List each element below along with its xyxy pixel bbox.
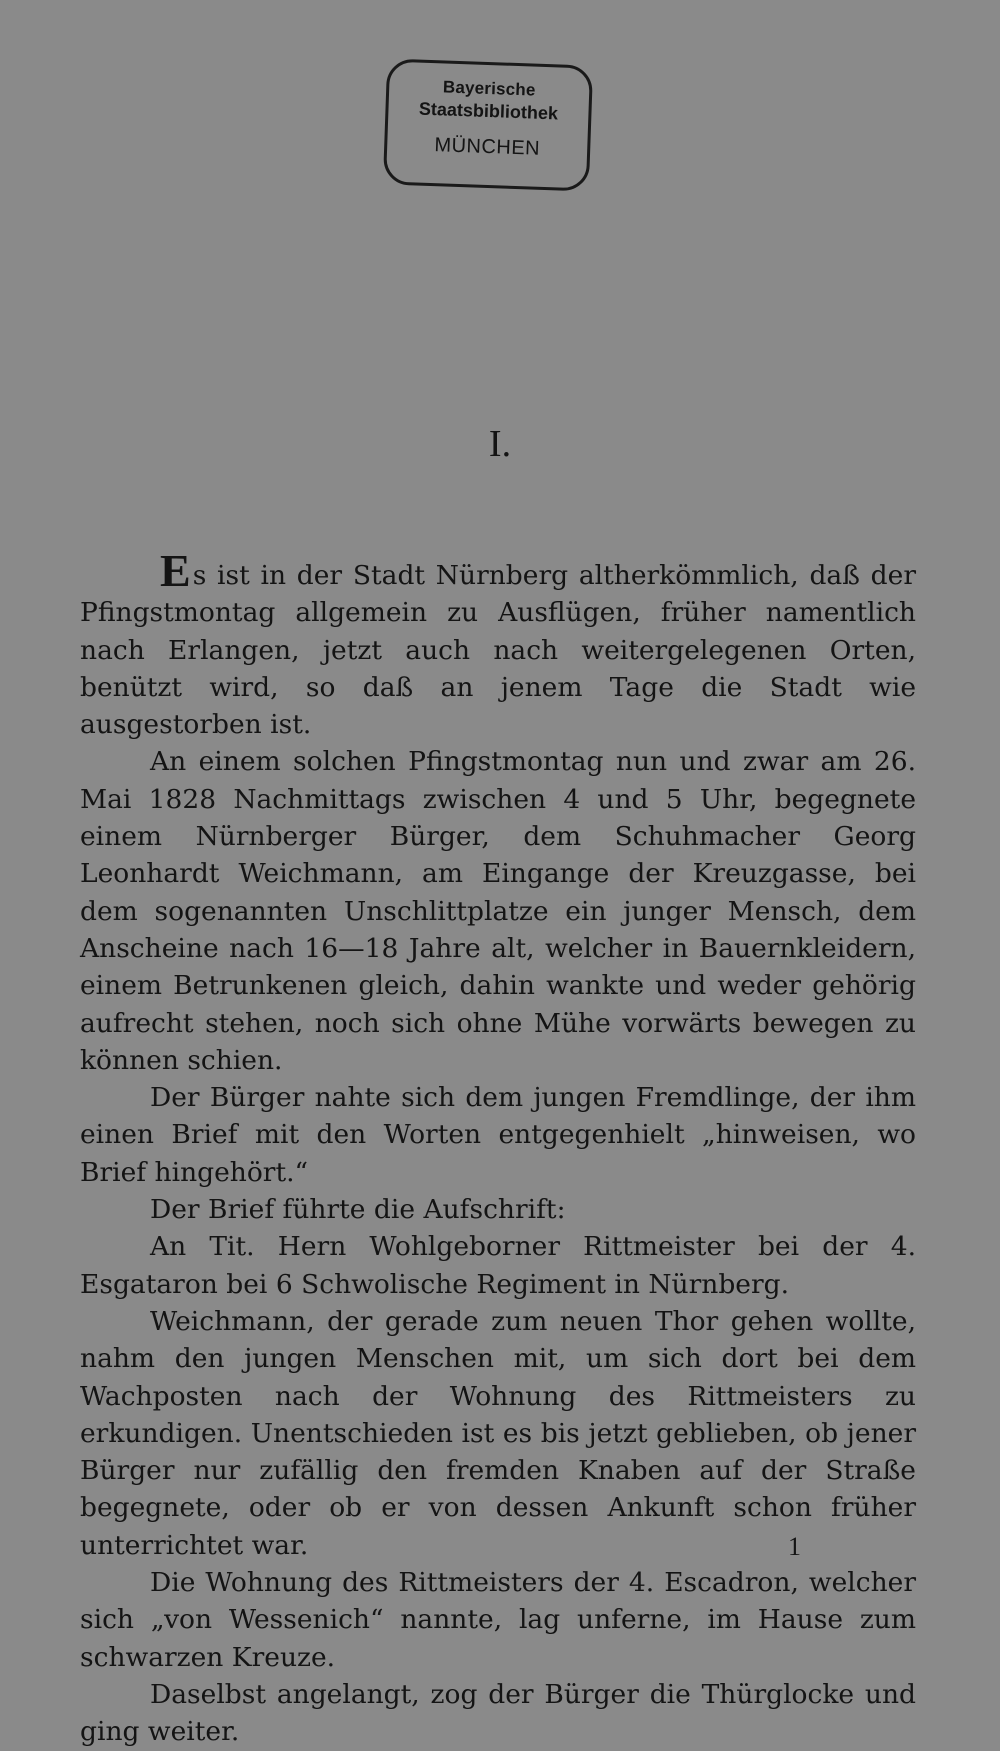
- paragraph-1: [80, 545, 916, 743]
- paragraph-8: Daselbst angelangt, zog der Bürger die Thürglocke und ging weiter.: [80, 1678, 916, 1748]
- stamp-line-3: MÜNCHEN: [434, 134, 541, 160]
- page-number: 1: [788, 1532, 801, 1561]
- library-stamp: [383, 58, 593, 191]
- paragraph-5: An Tit. Hern Wohlgeborner Rittmeister bei der 4. Esgataron bei 6 Schwolische Regiment in Nürnberg.: [80, 1231, 916, 1300]
- drop-cap: E: [160, 545, 191, 596]
- paragraph-4: Der Brief führte die Aufschrift:: [150, 1194, 566, 1226]
- paragraph-2: An einem solchen Pfingstmontag nun und zwar am 26. Mai 1828 Nachmittags zwischen 4 und 5 Uhr, begegnete einem Nürnberger Bürger, dem Schuhmacher Georg Leonhardt Weichmann, am Eingange der Kreuzgasse, bei dem sogenannten Unschlittplatze ein junger Mensch, dem Anscheine nach 16—18 Jahre alt, welcher in Bauernkleidern, einem Betrunkenen gleich, dahin wankte und weder gehörig aufrecht stehen, noch sich ohne Mühe vorwärts bewegen zu können schien.: [80, 746, 916, 1076]
- stamp-line-2: Staatsbibliothek: [418, 98, 559, 124]
- body-text: [80, 545, 916, 1751]
- paragraph-3: Der Bürger nahte sich dem jungen Fremdlinge, der ihm einen Brief mit den Worten entgegenhielt „hinweisen, wo Brief hingehört.“: [80, 1082, 916, 1188]
- paragraph-6: Weichmann, der gerade zum neuen Thor gehen wollte, nahm den jungen Menschen mit, um sich dort bei dem Wachposten nach der Wohnung des Rittmeisters zu erkundigen. Unentschieden ist es bis jetzt geblieben, ob jener Bürger nur zufällig den fremden Knaben auf der Straße begegnete, oder ob er von dessen Ankunft schon früher unterrichtet war.: [80, 1305, 916, 1561]
- paragraph-1-text: s ist in der Stadt Nürnberg altherkömmlich, daß der Pfingstmontag allgemein zu Ausflügen, früher namentlich nach Erlangen, jetzt auch nach weitergelegenen Orten, benützt wird, so daß an jenem Tage die Stadt wie ausgestorben ist.: [80, 560, 916, 741]
- chapter-heading: I.: [488, 423, 512, 465]
- paragraph-7: Die Wohnung des Rittmeisters der 4. Escadron, welcher sich „von Wessenich“ nannte, lag unferne, im Hause zum schwarzen Kreuze.: [80, 1567, 916, 1673]
- stamp-line-1: Bayerische: [442, 77, 536, 100]
